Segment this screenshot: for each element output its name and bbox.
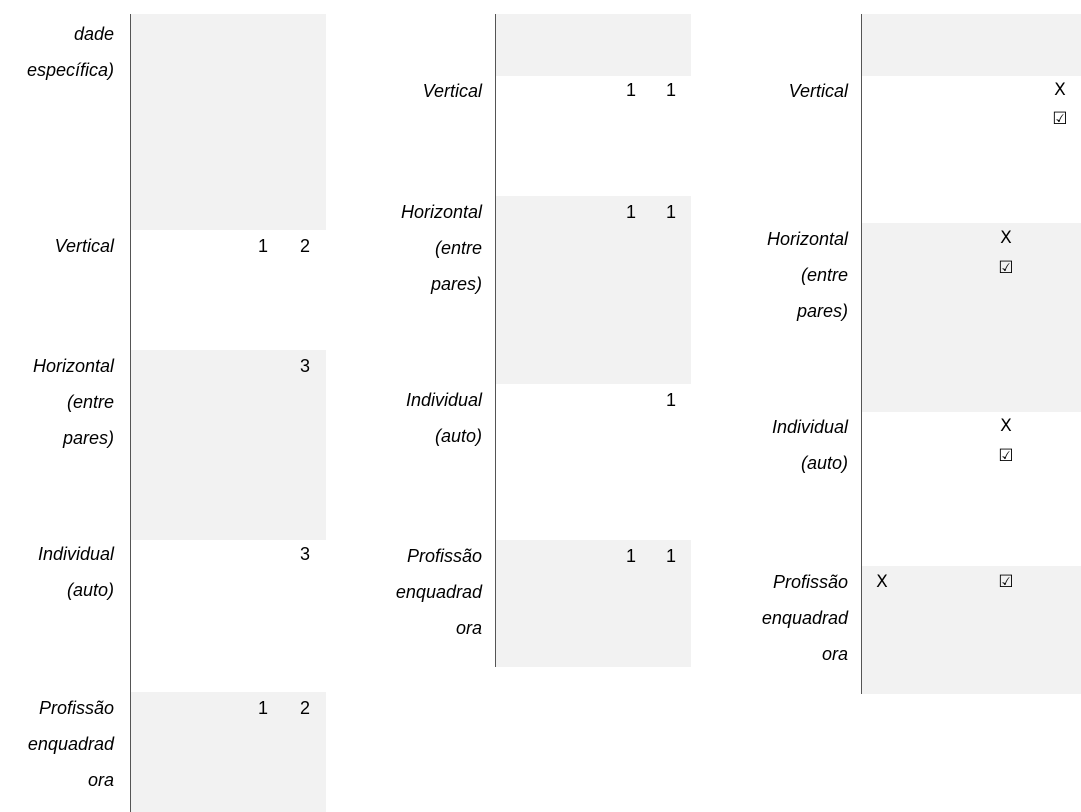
col2-shade-1 <box>496 196 691 384</box>
col1-shade-2 <box>131 350 326 540</box>
col1-cell-value: 3 <box>300 544 311 564</box>
col1-cell-value: 1 <box>258 698 269 718</box>
col1-cell-value: 3 <box>300 356 311 376</box>
col1-row-label: Horizontal (entre pares) <box>32 356 114 448</box>
x-mark: X <box>1000 416 1012 436</box>
col2-cell-value: 1 <box>666 80 677 100</box>
col1-row-label: Individual (auto) <box>37 544 114 600</box>
col2-row-label: Vertical <box>422 81 482 101</box>
col3-row-label: Individual (auto) <box>771 417 848 473</box>
col1-row-label: Vertical <box>54 236 114 256</box>
col1-shade-0 <box>131 14 326 230</box>
col2-cell-value: 1 <box>626 202 637 222</box>
col1-row-label: dade específica) <box>26 24 114 80</box>
col1-row-label: Profissão enquadrad ora <box>27 698 114 790</box>
col3-row-label: Horizontal (entre pares) <box>766 229 848 321</box>
col2-cell-value: 1 <box>666 546 677 566</box>
col2-cell-value: 1 <box>666 202 677 222</box>
col2-row-label: Horizontal (entre pares) <box>400 202 482 294</box>
checked-box-icon: ☑ <box>1052 109 1068 129</box>
col2-shade-3 <box>496 540 691 667</box>
checked-box-icon: ☑ <box>998 446 1014 466</box>
col2-row-label: Profissão enquadrad ora <box>395 546 482 638</box>
col2-row-label: Individual (auto) <box>405 390 482 446</box>
col3-shade-header <box>862 14 1081 76</box>
x-mark: X <box>1054 80 1066 100</box>
col2-cell-value: 1 <box>626 80 637 100</box>
col1-shade-4 <box>131 692 326 812</box>
x-mark: X <box>1000 228 1012 248</box>
col2-cell-value: 1 <box>666 390 677 410</box>
x-mark: X <box>876 572 888 592</box>
col1-cell-value: 1 <box>258 236 269 256</box>
checked-box-icon: ☑ <box>998 572 1014 592</box>
col1-cell-value: 2 <box>300 698 311 718</box>
col2-cell-value: 1 <box>626 546 637 566</box>
col1-cell-value: 2 <box>300 236 311 256</box>
col3-row-label: Profissão enquadrad ora <box>761 572 848 664</box>
col2-shade-header <box>496 14 691 76</box>
col3-shade-3 <box>862 566 1081 694</box>
col3-shade-1 <box>862 223 1081 412</box>
checked-box-icon: ☑ <box>998 258 1014 278</box>
col3-row-label: Vertical <box>788 81 848 101</box>
